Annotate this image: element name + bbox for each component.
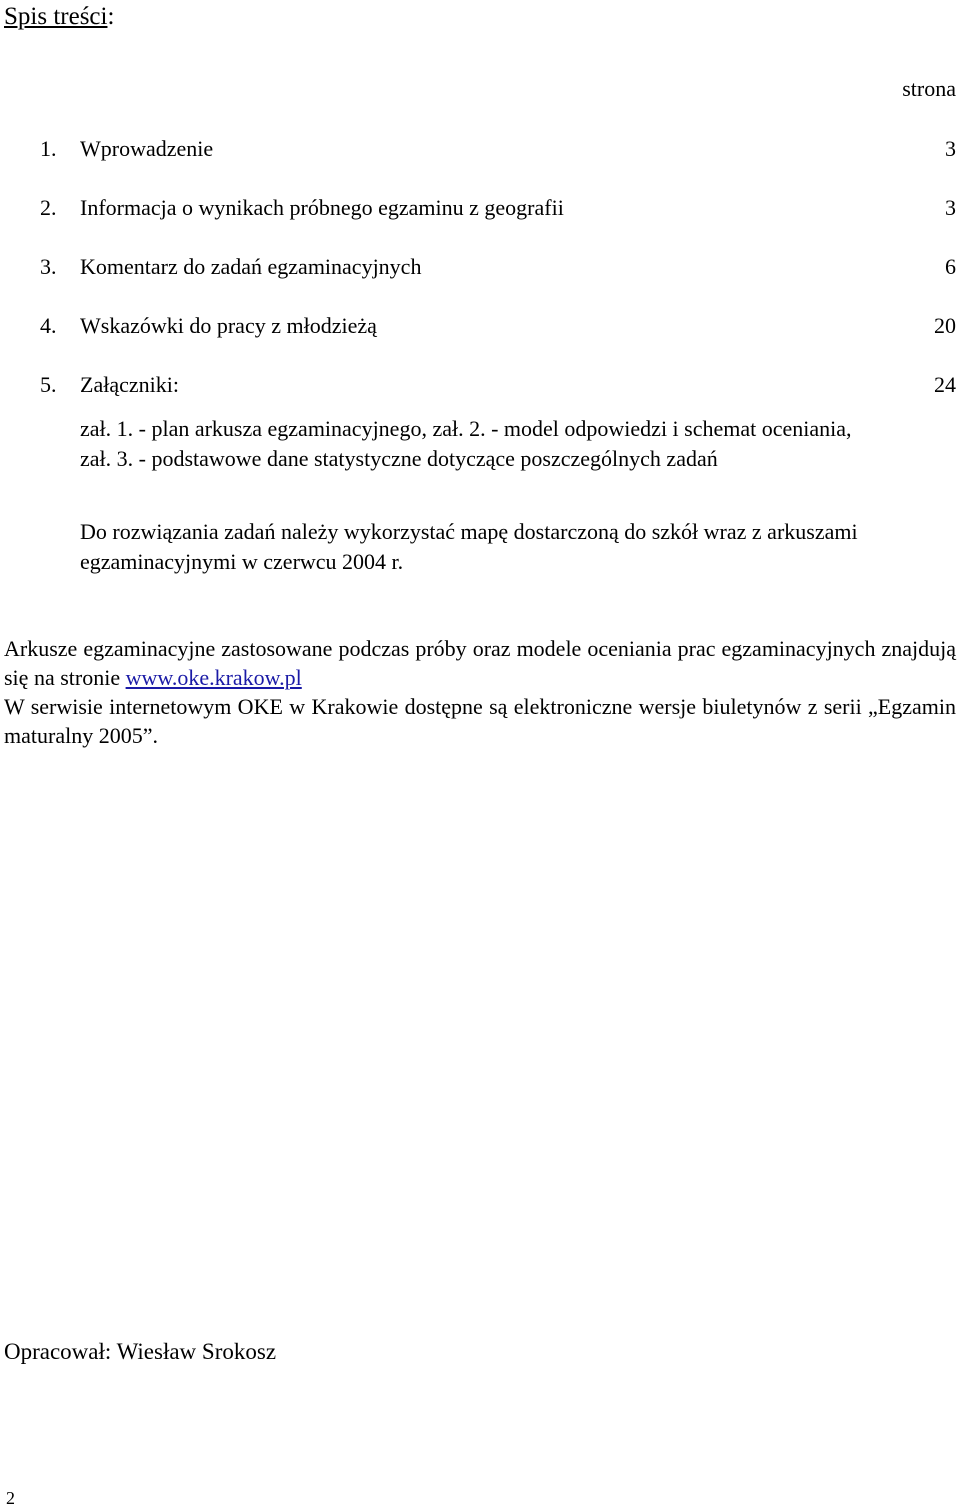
toc-entry-label: Komentarz do zadań egzaminacyjnych [80, 254, 422, 279]
toc-entry-label: Wskazówki do pracy z młodzieżą [80, 313, 377, 338]
toc-entry-number: 3. [40, 254, 57, 279]
map-note: Do rozwiązania zadań należy wykorzystać mapę dostarczoną do szkół wraz z arkuszami egzaminacyjnymi w czerwcu 2004 r. [80, 519, 858, 574]
toc-entry-number: 4. [40, 313, 57, 338]
sheets-info-text: Arkusze egzaminacyjne zastosowane podczas próby oraz modele oceniania prac egzaminacyjnych znajdują się na stronie [4, 636, 956, 690]
page-title-colon: : [107, 3, 115, 30]
toc-entry-page: 6 [945, 254, 956, 279]
page-number: 2 [6, 1488, 15, 1508]
toc-page-column-header: strona [902, 76, 956, 101]
page-title [4, 0, 114, 34]
toc-entry-page: 20 [934, 313, 956, 338]
toc-entry-number: 5. [40, 372, 57, 397]
toc-entry-page: 3 [945, 136, 956, 161]
toc-entry-page: 24 [934, 372, 956, 397]
web-service-paragraph: W serwisie internetowym OKE w Krakowie dostępne są elektroniczne wersje biuletynów z serii „Egzamin maturalny 2005”. [4, 694, 956, 748]
toc-entry-page: 3 [945, 195, 956, 220]
toc-entry-label: Załączniki: [80, 372, 179, 397]
author-credit: Opracował: Wiesław Srokosz [4, 1339, 277, 1364]
website-link[interactable]: www.oke.krakow.pl [125, 665, 302, 690]
page-title-text: Spis treści [4, 3, 108, 30]
toc-entry-label: Informacja o wynikach próbnego egzaminu z geografii [80, 195, 564, 220]
toc-entry-number: 1. [40, 136, 57, 161]
attachments-note: zał. 1. - plan arkusza egzaminacyjnego, zał. 2. - model odpowiedzi i schemat oceniania, zał. 3. - podstawowe dane statystyczne dotyczące poszczególnych zadań [80, 416, 852, 471]
toc-entry-label: Wprowadzenie [80, 136, 214, 161]
toc-entry-number: 2. [40, 195, 57, 220]
sheets-info-paragraph [4, 634, 956, 692]
